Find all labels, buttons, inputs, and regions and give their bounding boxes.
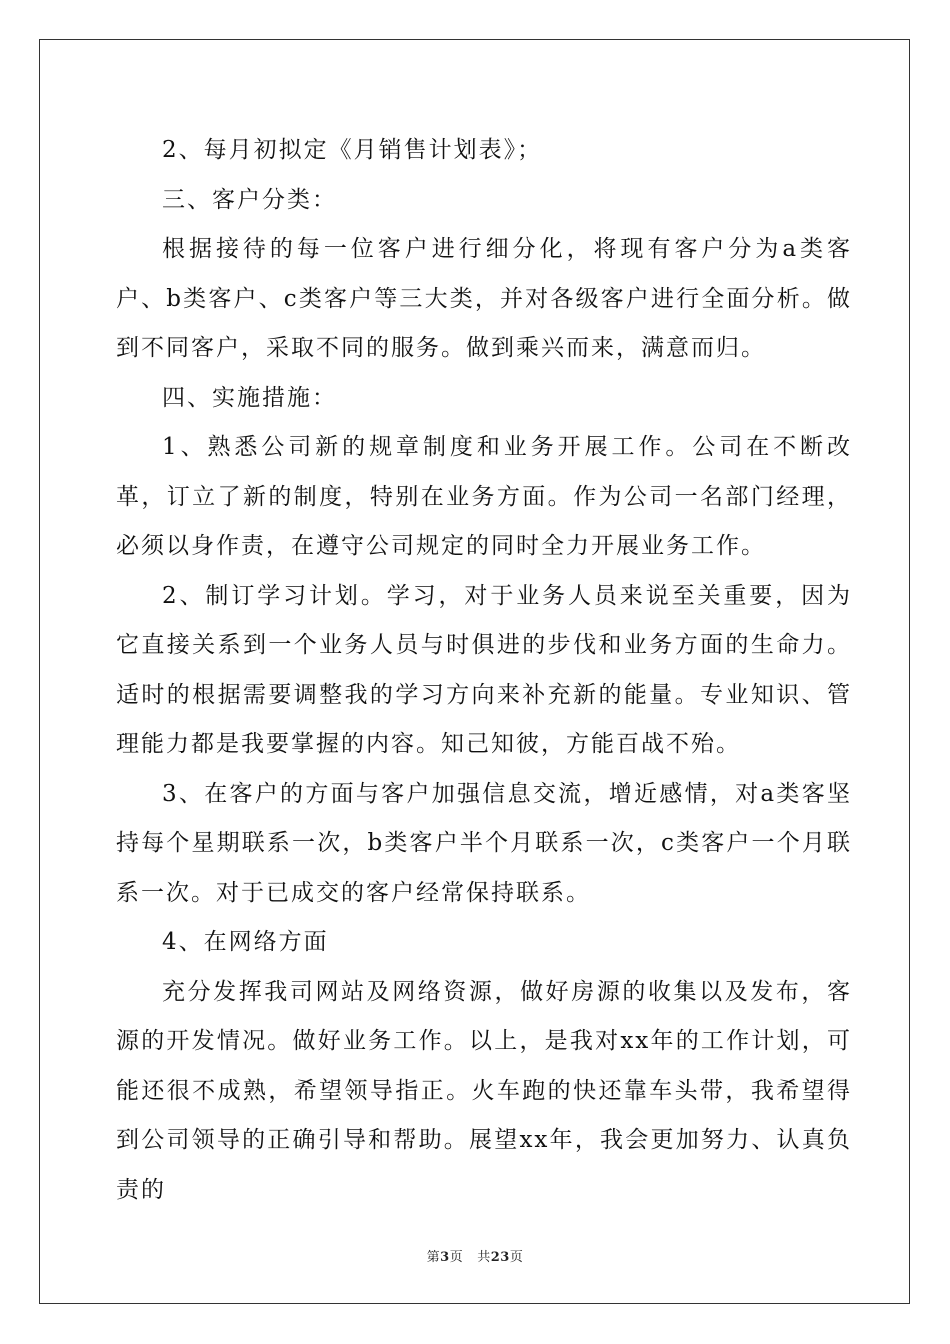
section-heading-customer-classification: 三、客户分类： [162, 186, 337, 213]
total-prefix: 共 [477, 1250, 491, 1265]
paragraph: 2、制订学习计划。学习，对于业务人员来说至关重要，因为它直接关系到一个业务人员与时俱进的步伐和业务方面的生命力。适时的根据需要调整我的学习方向来补充新的能量。专业知识、管理能力都是我要掌握的内容。知己知彼，方能百战不殆。 [116, 582, 852, 757]
paragraph: 1、熟悉公司新的规章制度和业务开展工作。公司在不断改革，订立了新的制度，特别在业务方面。作为公司一名部门经理，必须以身作责，在遵守公司规定的同时全力开展业务工作。 [116, 434, 852, 559]
paragraph: 根据接待的每一位客户进行细分化，将现有客户分为a类客户、b类客户、c类客户等三大类，并对各级客户进行全面分析。做到不同客户，采取不同的服务。做到乘兴而来，满意而归。 [116, 236, 852, 361]
document-body [116, 126, 852, 1215]
paragraph: 4、在网络方面 [162, 929, 329, 955]
page-total: 23 [490, 1250, 510, 1265]
total-suffix: 页 [509, 1250, 524, 1265]
page-footer [0, 1246, 950, 1265]
paragraph: 2、每月初拟定《月销售计划表》； [162, 137, 543, 163]
page-suffix: 页 [449, 1250, 464, 1265]
paragraph: 3、在客户的方面与客户加强信息交流，增近感情，对a类客坚持每个星期联系一次，b类客户半个月联系一次，c类客户一个月联系一次。对于已成交的客户经常保持联系。 [116, 780, 852, 906]
page-current: 3 [440, 1250, 450, 1265]
page-prefix: 第 [426, 1250, 441, 1265]
section-heading-measures: 四、实施措施： [162, 384, 337, 411]
paragraph: 充分发挥我司网站及网络资源，做好房源的收集以及发布，客源的开发情况。做好业务工作。以上，是我对xx年的工作计划，可能还很不成熟，希望领导指正。火车跑的快还靠车头带，我希望得到公司领导的正确引导和帮助。展望xx年，我会更加努力、认真负责的 [116, 978, 852, 1203]
